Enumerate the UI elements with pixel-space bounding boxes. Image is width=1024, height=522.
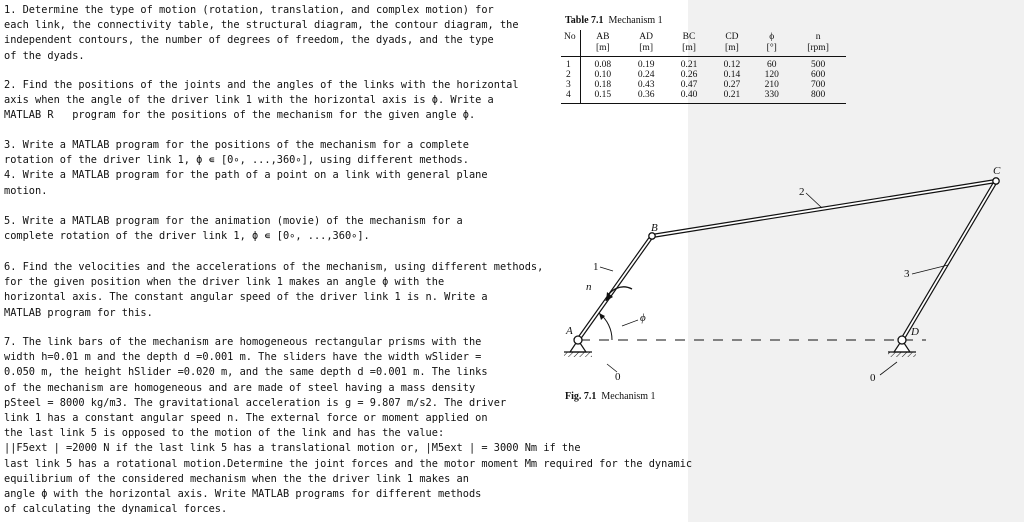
table-title (565, 15, 663, 26)
table-cell: 120 (764, 70, 779, 80)
link-2-bar (652, 181, 996, 236)
table-name: Mechanism 1 (608, 15, 663, 26)
label-b: B (651, 222, 658, 234)
table-cell: 700 (810, 80, 826, 90)
table-cell: 0.14 (723, 70, 741, 80)
unit-ad: [m] (625, 43, 668, 57)
label-phi: ϕ (640, 312, 646, 324)
table-cell: 60 (766, 60, 777, 70)
problem-item-5: 5. Write a MATLAB program for the animation (movie) of the mechanism for a complete rotation of the driver link 1, ϕ ∊ [0∘, ...,360∘]. (4, 215, 463, 243)
label-c: C (993, 165, 1001, 177)
table-header-units (561, 43, 846, 57)
header-no-unit (561, 43, 581, 57)
problem-item-7: 7. The link bars of the mechanism are homogeneous rectangular prisms with the width h=0.01 m and the depth d =0.001 m. The sliders have the width wSlider = 0.050 m, the height hSlider =0.020 m, and the same depth d =0.001 m. The links of the mechanism are homogeneous and are made of steel having a mass density pSteel = 8000 kg/m3. The gravitational acceleration is g = 9.807 m/s2. The driver link 1 has a constant angular speed n. The external force or moment applied on the last link 5 is opposed to the motion of the link and has the value: ||F5ext | =2000 N if the last link 5 has a translational motion or, |M5ext | = 3000 Nm if the last link 5 has a rotational motion.Determine the joint forces and the motor moment Mm required for the dynamic equilibrium of the considered mechanism when the the driver link 1 makes an angle ϕ with the horizontal axis. Write MATLAB programs for different methods of calculating the dynamical forces. (4, 336, 693, 516)
joint-a (574, 336, 582, 344)
figure-caption-label: Fig. 7.1 (565, 391, 597, 402)
header-phi: ϕ (769, 32, 775, 42)
table-cell: 0.18 (594, 80, 612, 90)
joint-c (993, 178, 999, 184)
angle-leader (622, 320, 638, 326)
link-3-bar (902, 181, 996, 340)
unit-n: [rpm] (790, 43, 846, 57)
table-cell: 3 (561, 80, 581, 90)
label-link-1: 1 (593, 261, 599, 273)
unit-cd: [m] (710, 43, 753, 57)
table-cell: 330 (753, 90, 790, 104)
unit-bc: [m] (668, 43, 711, 57)
table-cell: 2 (561, 70, 581, 80)
label-ground-right: 0 (870, 372, 876, 384)
table-cell: 0.21 (680, 60, 698, 70)
label-link-2: 2 (799, 186, 805, 198)
table-cell: 4 (561, 90, 581, 104)
table-cell: 0.26 (680, 70, 698, 80)
label-n: n (586, 281, 592, 293)
table-cell: 0.47 (680, 80, 698, 90)
table-cell: 800 (790, 90, 846, 104)
label-link-3: 3 (904, 268, 910, 280)
problem-item-6: 6. Find the velocities and the accelerations of the mechanism, using different methods, for the given position when the driver link 1 makes an angle ϕ with the horizontal axis. The constant angular speed of the driver link 1 is n. Write a MATLAB program for this. (4, 261, 544, 319)
speed-n-arc (606, 287, 632, 301)
table-cell: 600 (810, 70, 826, 80)
mechanism-table (561, 30, 846, 104)
header-bc: BC (682, 32, 696, 42)
figure-caption-name: Mechanism 1 (601, 391, 656, 402)
table-cell: 0.10 (594, 70, 612, 80)
table-cell: 0.15 (581, 90, 625, 104)
table-cell: 500 (810, 60, 826, 70)
mechanism-diagram (560, 150, 1024, 390)
table-cell: 0.36 (625, 90, 668, 104)
table-row (561, 57, 846, 71)
label-ground-left: 0 (615, 371, 621, 383)
problem-item-3-4: 3. Write a MATLAB program for the positions of the mechanism for a complete rotation of the driver link 1, ϕ ∊ [0∘, ...,360∘], using different methods. 4. Write a MATLAB program for the path of a point on a link with general plane motion. (4, 139, 488, 197)
table-cell: 0.12 (723, 60, 741, 70)
table-cell: 0.43 (637, 80, 655, 90)
table-cell: 0.08 (594, 60, 612, 70)
header-cd: CD (725, 32, 739, 42)
table-row (561, 80, 846, 90)
table-row (561, 70, 846, 80)
table-cell: 0.19 (637, 60, 655, 70)
ground-right-leader (880, 362, 897, 375)
link-1-leader (600, 267, 613, 271)
unit-phi: [°] (753, 43, 790, 57)
table-row (561, 90, 846, 104)
header-ab: AB (596, 32, 610, 42)
link-2-leader (806, 193, 822, 208)
table-cell: 0.24 (637, 70, 655, 80)
label-a: A (566, 325, 573, 337)
joint-d (898, 336, 906, 344)
header-n: n (815, 32, 821, 42)
angle-arrowhead (599, 313, 605, 320)
unit-ab: [m] (581, 43, 625, 57)
table-cell: 0.27 (723, 80, 741, 90)
table-cell: 210 (764, 80, 779, 90)
table-label: Table 7.1 (565, 15, 604, 26)
problem-item-1: 1. Determine the type of motion (rotation, translation, and complex motion) for each link, the connectivity table, the structural diagram, the contour diagram, the independent contours, the number of degrees of freedom, the dyads, and the type of the dyads. (4, 4, 519, 62)
table-cell: 1 (561, 57, 581, 71)
table-cell: 0.21 (710, 90, 753, 104)
table-cell: 0.40 (668, 90, 711, 104)
header-no: No (561, 30, 581, 43)
table-header-symbols (561, 30, 846, 43)
header-ad: AD (639, 32, 653, 42)
problem-item-2: 2. Find the positions of the joints and the angles of the links with the horizontal axis when the angle of the driver link 1 with the horizontal axis is ϕ. Write a MATLAB R program for the positions of the mechanism for the given angle ϕ. (4, 79, 519, 122)
figure-caption (565, 391, 656, 402)
label-d: D (911, 326, 919, 338)
